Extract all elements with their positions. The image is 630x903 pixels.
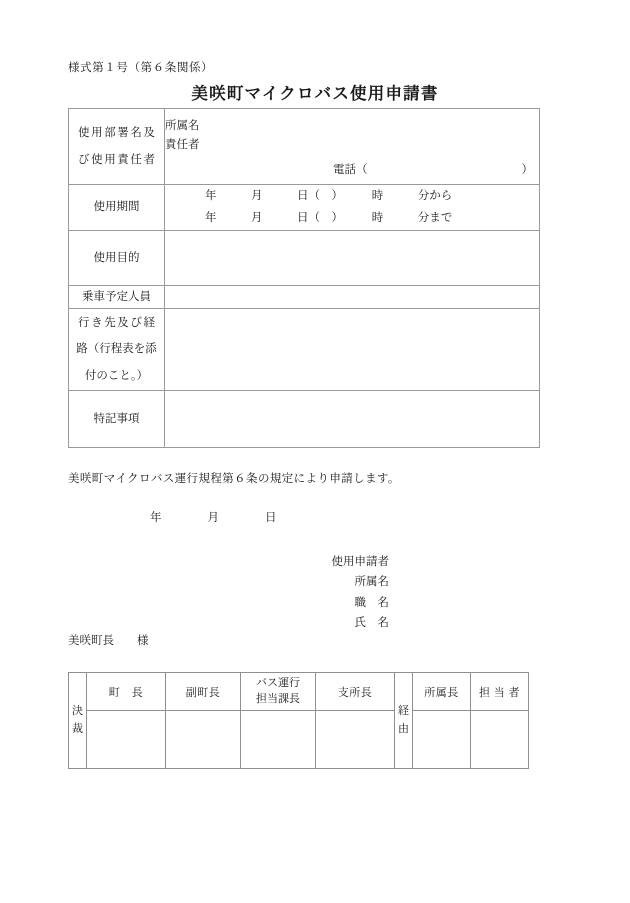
table-row-department	[69, 109, 540, 185]
document-title: 美咲町マイクロバス使用申請書	[191, 84, 439, 103]
approval-via-char-2: 由	[398, 722, 409, 735]
row-label-route-line1: 行き先及び経	[78, 317, 155, 330]
submission-date-line[interactable]: 年 月 日	[150, 512, 277, 524]
approval-stamp-cell-branch-chief[interactable]	[316, 711, 395, 769]
regulation-statement: 美咲町マイクロバス運行規程第６条の規定により申請します。	[68, 473, 400, 485]
row-label-route-line3: 付のこと。）	[84, 369, 149, 382]
row-label-department-line1: 使用部署名及	[78, 127, 155, 140]
row-label-purpose: 使用目的	[69, 231, 165, 286]
approval-col-header-branch-chief: 支所長	[316, 673, 395, 711]
telephone-line	[165, 161, 539, 176]
approval-stamp-cell-deputy-mayor[interactable]	[166, 711, 241, 769]
period-to-line: 年 月 日（ ） 時 分まで	[205, 211, 453, 224]
row-value-department[interactable]	[165, 109, 540, 185]
row-value-purpose[interactable]	[165, 231, 540, 286]
row-label-passengers: 乗車予定人員	[69, 286, 165, 309]
approval-table	[68, 672, 529, 769]
approval-via-char-1: 経	[398, 705, 409, 718]
approval-col-header-mayor: 町 長	[87, 673, 166, 711]
row-label-department-line2: び使用責任者	[78, 153, 155, 166]
approval-header-row	[69, 673, 529, 711]
table-row-period	[69, 185, 540, 231]
row-label-period: 使用期間	[69, 185, 165, 231]
approval-via-label	[395, 673, 413, 769]
telephone-label: 電話（	[333, 163, 368, 176]
row-value-route[interactable]	[165, 309, 540, 391]
row-label-route	[69, 309, 165, 391]
responsible-person-label: 責任者	[165, 139, 200, 151]
table-row-purpose	[69, 231, 540, 286]
row-value-period[interactable]	[165, 185, 540, 231]
approval-stamp-cell-mayor[interactable]	[87, 711, 166, 769]
approval-decision-char-1: 決	[72, 705, 83, 718]
period-from-line: 年 月 日（ ） 時 分から	[205, 190, 453, 203]
table-row-route	[69, 309, 540, 391]
signature-block	[0, 552, 389, 634]
bus-section-chief-line1: バス運行	[256, 676, 300, 689]
row-value-remarks[interactable]	[165, 391, 540, 448]
application-main-table	[68, 108, 540, 448]
row-label-route-line2: 路（行程表を添	[76, 343, 157, 356]
approval-decision-label	[69, 673, 87, 769]
approval-stamp-cell-person-in-charge[interactable]	[471, 711, 529, 769]
approval-col-header-bus-section-chief	[241, 673, 316, 711]
approval-stamp-cell-bus-section-chief[interactable]	[241, 711, 316, 769]
approval-stamp-cell-section-head[interactable]	[413, 711, 471, 769]
row-value-passengers[interactable]	[165, 286, 540, 309]
table-row-remarks	[69, 391, 540, 448]
row-label-department	[69, 109, 165, 185]
addressee-mayor: 美咲町長 様	[68, 635, 149, 647]
approval-col-header-deputy-mayor: 副町長	[166, 673, 241, 711]
telephone-paren-close: ）	[521, 163, 533, 176]
form-number: 様式第１号（第６条関係）	[68, 62, 214, 74]
signature-department-label[interactable]: 所属名	[354, 576, 389, 589]
approval-decision-char-2: 裁	[72, 722, 83, 735]
signature-position-label[interactable]: 職 名	[354, 596, 389, 609]
table-row-passengers	[69, 286, 540, 309]
signature-name-label[interactable]: 氏 名	[354, 617, 389, 630]
approval-col-header-person-in-charge: 担 当 者	[471, 673, 529, 711]
department-name-label: 所属名	[165, 120, 200, 133]
bus-section-chief-line2: 担当課長	[256, 692, 300, 705]
signature-applicant-label: 使用申請者	[331, 556, 389, 568]
approval-stamp-row	[69, 711, 529, 769]
approval-col-header-section-head: 所属長	[413, 673, 471, 711]
row-label-remarks: 特記事項	[69, 391, 165, 448]
